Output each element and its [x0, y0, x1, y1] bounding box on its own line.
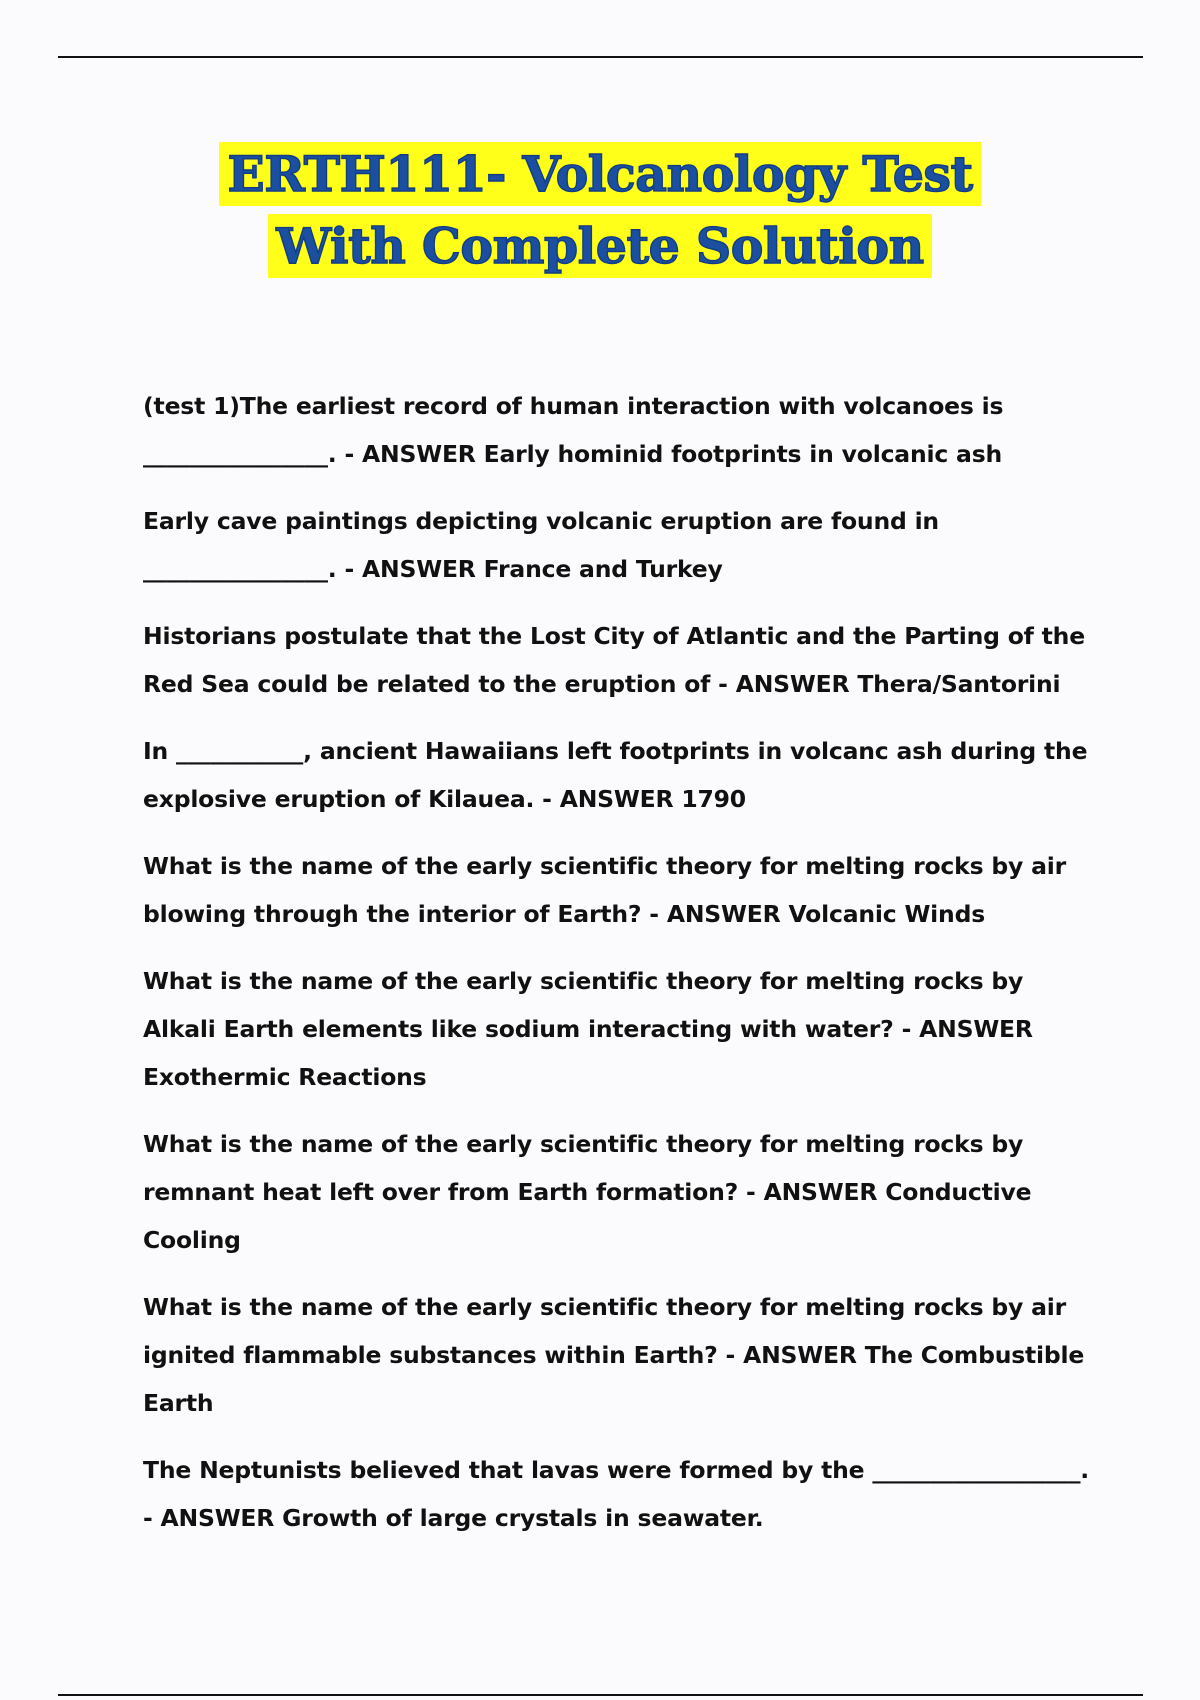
- qa-item-9: The Neptunists believed that lavas were formed by the __________________. - ANSWER Growth of large crystals in seawater.: [143, 1456, 1089, 1532]
- question-answer-list: [143, 382, 1103, 1561]
- qa-item-3: Historians postulate that the Lost City of Atlantic and the Parting of the Red Sea could be related to the eruption of - ANSWER Thera/Santorini: [143, 622, 1085, 698]
- bottom-rule: [58, 1694, 1143, 1696]
- top-rule: [58, 56, 1143, 58]
- qa-item-1: (test 1)The earliest record of human interaction with volcanoes is ________________. - ANSWER Early hominid footprints in volcanic ash: [143, 392, 1004, 468]
- qa-item-6: What is the name of the early scientific theory for melting rocks by Alkali Earth elements like sodium interacting with water? - ANSWER Exothermic Reactions: [143, 967, 1033, 1091]
- title-line-1: ERTH111- Volcanology Test: [219, 142, 980, 206]
- qa-item-8: What is the name of the early scientific theory for melting rocks by air ignited flammable substances within Earth? - ANSWER The Combustible Earth: [143, 1293, 1085, 1417]
- qa-item-5: What is the name of the early scientific theory for melting rocks by air blowing through the interior of Earth? - ANSWER Volcanic Winds: [143, 852, 1066, 928]
- qa-item-2: Early cave paintings depicting volcanic eruption are found in ________________. - ANSWER France and Turkey: [143, 507, 939, 583]
- title-line-2: With Complete Solution: [268, 214, 931, 278]
- document-title: [0, 142, 1200, 286]
- qa-item-4: In ___________, ancient Hawaiians left footprints in volcanc ash during the explosive eruption of Kilauea. - ANSWER 1790: [143, 737, 1088, 813]
- qa-item-7: What is the name of the early scientific theory for melting rocks by remnant heat left over from Earth formation? - ANSWER Conductive Cooling: [143, 1130, 1032, 1254]
